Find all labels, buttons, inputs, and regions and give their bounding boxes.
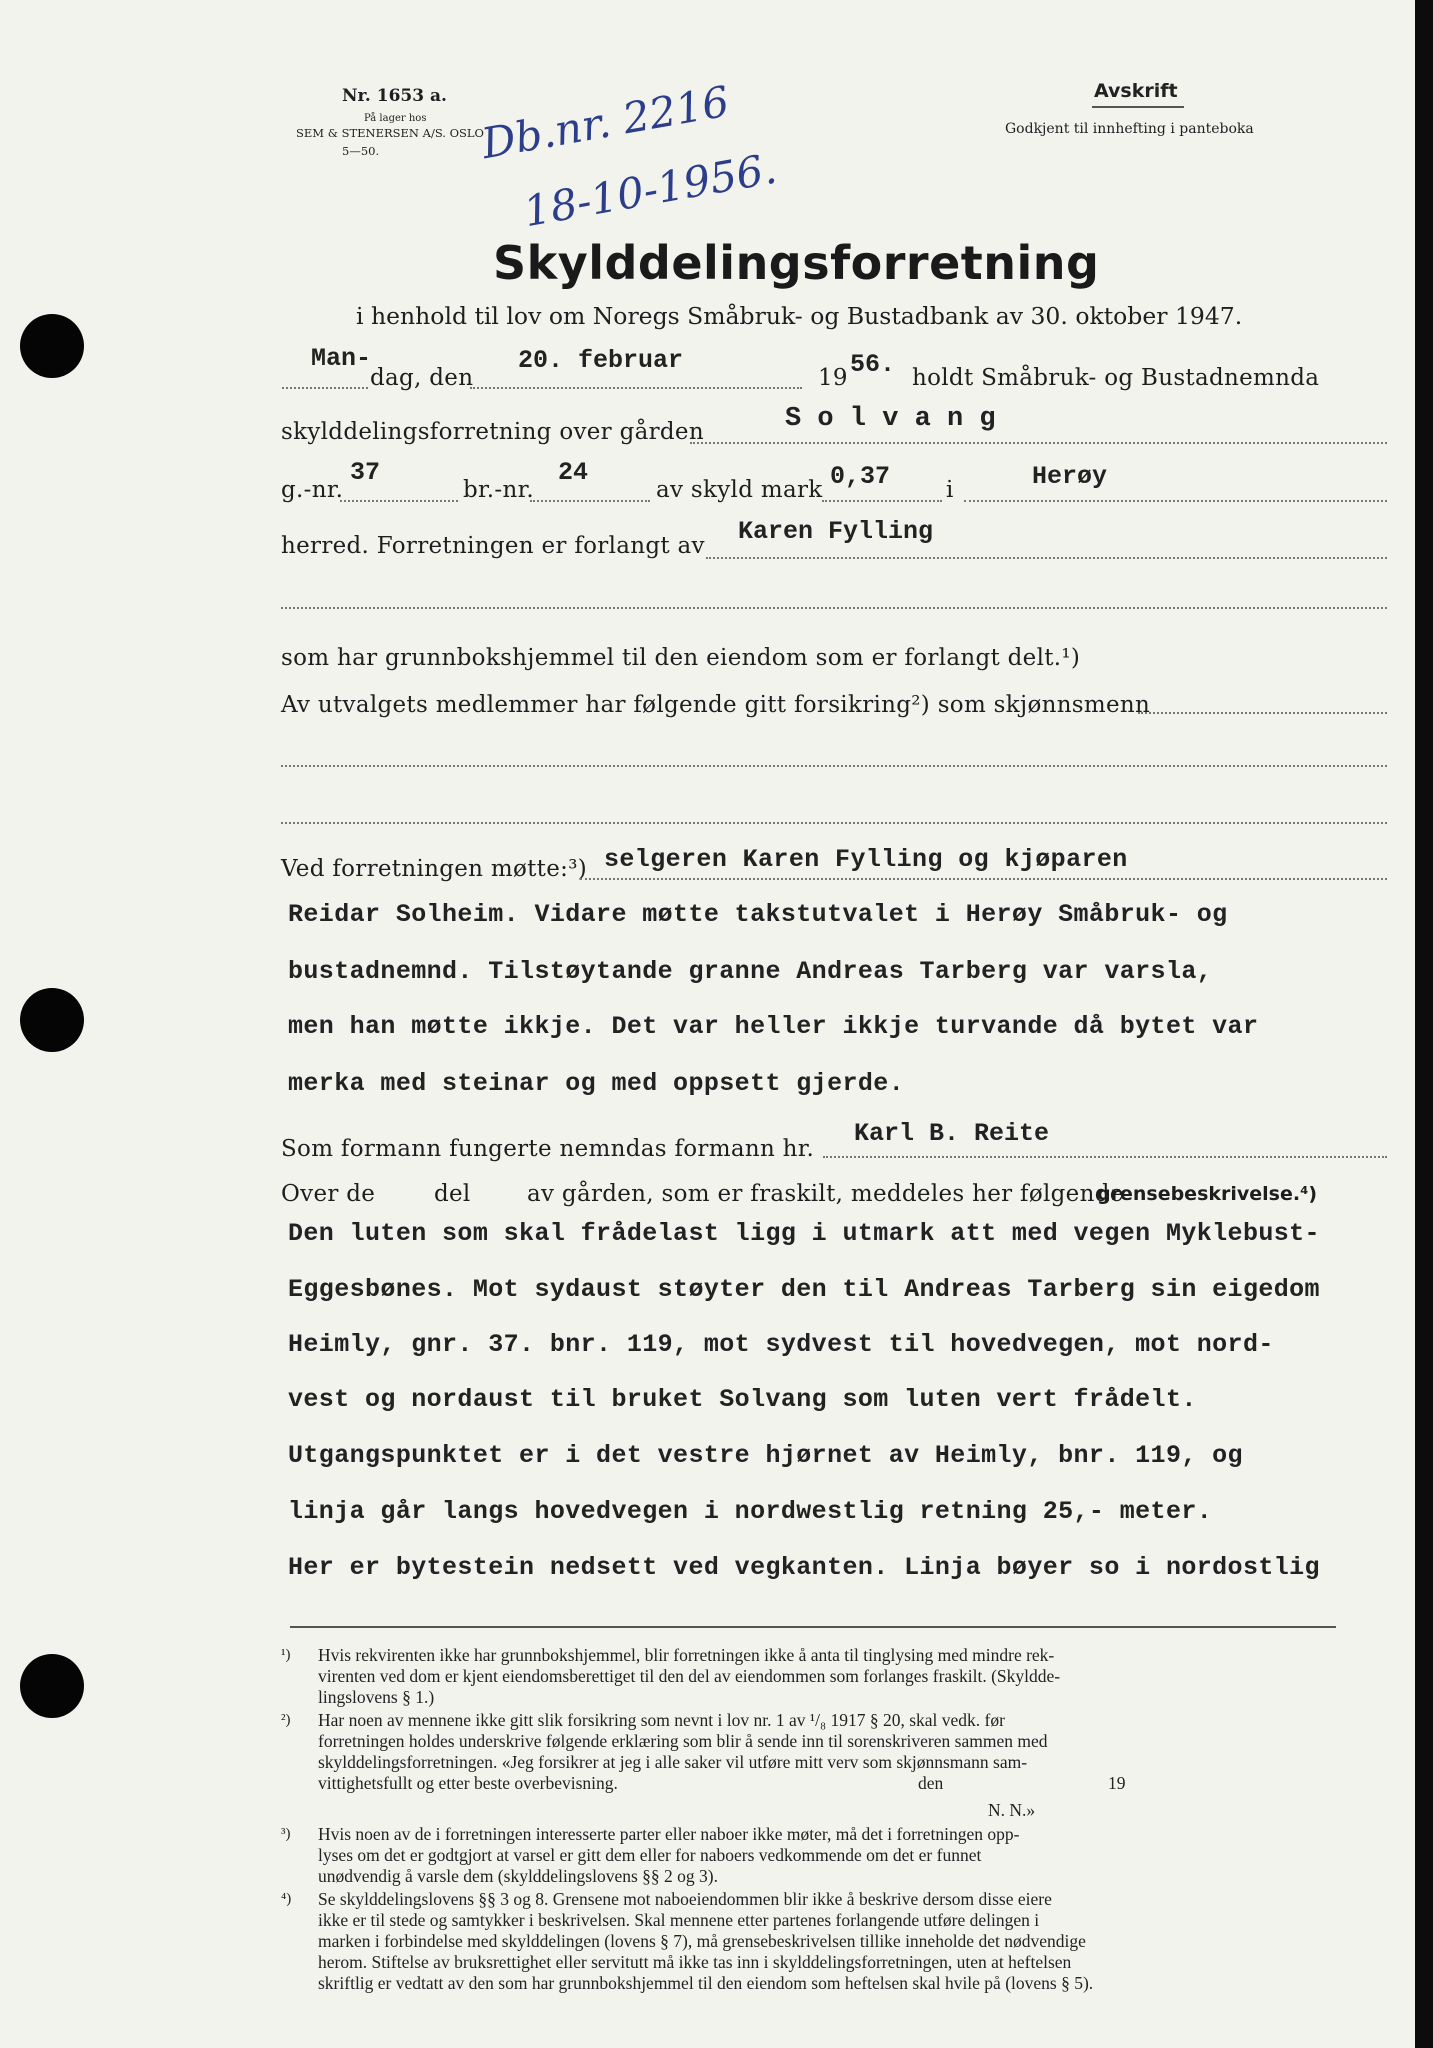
footnote-3-mark: ³) bbox=[281, 1826, 291, 1842]
footnote-1-line-1: Hvis rekvirenten ikke har grunnbokshjemmel, blir forretningen ikke å anta til tinglysing med mindre rek- bbox=[318, 1645, 1055, 1665]
document-title: Skylddelingsforretning bbox=[493, 236, 1100, 290]
motte-line-3: bustadnemnd. Tilstøytande granne Andreas Tarberg var varsla, bbox=[288, 957, 1213, 986]
footnote-4-line-3: marken i forbindelse med skylddelingen (lovens § 7), må grensebeskrivelsen tillike inneholde det nødvendige bbox=[318, 1931, 1086, 1951]
i-label: i bbox=[946, 477, 954, 503]
formann-label: Som formann fungerte nemndas formann hr. bbox=[281, 1136, 815, 1162]
grense-line-2: Eggesbønes. Mot sydaust støyter den til Andreas Tarberg sin eigedom bbox=[288, 1275, 1320, 1304]
footnote-2-year: 19 bbox=[1108, 1773, 1126, 1793]
farm-name-fill: S o l v a n g bbox=[785, 404, 996, 434]
herred-label: herred. Forretningen er forlangt av bbox=[281, 533, 705, 559]
footnote-1-mark: ¹) bbox=[281, 1647, 291, 1663]
bnr-fill: 24 bbox=[558, 458, 589, 487]
gnr-label: g.-nr. bbox=[281, 477, 344, 503]
footnote-3-line-3: unødvendig å varsle dem (skylddelingslovens §§ 2 og 3). bbox=[318, 1866, 719, 1886]
municipality-fill: Herøy bbox=[1032, 462, 1108, 491]
dag-label: dag, den bbox=[370, 365, 474, 391]
footnote-3-line-2: lyses om det er godtgjort at varsel er gitt dem eller for naboers vedkommende om det er funnet bbox=[318, 1845, 982, 1865]
motte-line-2: Reidar Solheim. Vidare møtte takstutvalet i Herøy Småbruk- og bbox=[288, 900, 1228, 929]
handwritten-doc-number: Db.nr. 2216 bbox=[478, 76, 733, 169]
footnote-4-line-1: Se skylddelingslovens §§ 3 og 8. Grensene mot naboeiendommen blir ikke å beskrive dersom disse eiere bbox=[318, 1889, 1052, 1909]
formann-line bbox=[823, 1156, 1387, 1158]
footnote-3-line-1: Hvis noen av de i forretningen interesserte parter eller naboer ikke møter, må det i forretningen opp- bbox=[318, 1824, 1020, 1844]
binder-hole-bottom bbox=[20, 1654, 84, 1718]
footnote-4-line-2: ikke er til stede og samtykker i beskrivelsen. Skal mennene etter partenes forlangende utføre delingen i bbox=[318, 1910, 1040, 1930]
copy-label: Avskrift bbox=[1094, 80, 1178, 102]
footnote-2-line-3: skylddelingsforretningen. «Jeg forsikrer at jeg i alle saker vil utføre mitt verv som skjønnsmann sam- bbox=[318, 1752, 1028, 1772]
bnr-line bbox=[530, 500, 650, 502]
requester-line bbox=[706, 557, 1387, 559]
publisher: SEM & STENERSEN A/S. OSLO bbox=[296, 126, 484, 140]
motte-line-1: selgeren Karen Fylling og kjøparen bbox=[604, 845, 1128, 874]
binder-hole-top bbox=[20, 314, 84, 378]
scan-edge bbox=[1415, 0, 1433, 2048]
skyld-line bbox=[822, 500, 942, 502]
formann-fill: Karl B. Reite bbox=[854, 1119, 1050, 1148]
motte-label: Ved forretningen møtte:³) bbox=[281, 856, 587, 882]
motte-dots bbox=[580, 878, 1387, 880]
over-de-label: Over de bbox=[281, 1181, 376, 1207]
motte-line-4: men han møtte ikkje. Det var heller ikkje turvande då bytet var bbox=[288, 1012, 1259, 1041]
grense-line-5: Utgangspunktet er i det vestre hjørnet av Heimly, bnr. 119, og bbox=[288, 1441, 1243, 1470]
footnote-4-line-4: herom. Stiftelse av bruksrettighet eller servitutt må ikke tas inn i skylddelingsforretningen, uten at heftelsen bbox=[318, 1952, 1072, 1972]
footnote-divider bbox=[290, 1626, 1336, 1628]
grense-line-3: Heimly, gnr. 37. bnr. 119, mot sydvest til hovedvegen, mot nord- bbox=[288, 1330, 1274, 1359]
grense-line-6: linja går langs hovedvegen i nordwestlig retning 25,- meter. bbox=[288, 1497, 1213, 1526]
date-line bbox=[470, 387, 802, 389]
blank-line-2 bbox=[281, 765, 1387, 767]
date-fill: 20. februar bbox=[518, 346, 684, 375]
del-label: del bbox=[434, 1181, 471, 1207]
footnote-2-line-2: forretningen holdes underskrive følgende erklæring som blir å sende inn til sorenskriveren sammen med bbox=[318, 1731, 1048, 1751]
gnr-fill: 37 bbox=[350, 458, 381, 487]
binder-hole-middle bbox=[20, 988, 84, 1052]
copy-note: Godkjent til innhefting i panteboka bbox=[1005, 121, 1254, 137]
footnote-1-line-2: virenten ved dom er kjent eiendomsberettiget til den del av eiendommen som forlanges fraskilt. (Skyldde- bbox=[318, 1666, 1061, 1686]
skjonnsmenn-line bbox=[1138, 712, 1387, 714]
blank-line-3 bbox=[281, 822, 1387, 824]
skyld-label: av skyld mark bbox=[656, 477, 823, 503]
grense-line-7: Her er bytestein nedsett ved vegkanten. Linja bøyer so i nordostlig bbox=[288, 1553, 1320, 1582]
grense-line-4: vest og nordaust til bruket Solvang som luten vert frådelt. bbox=[288, 1385, 1197, 1414]
document-subtitle: i henhold til lov om Noregs Småbruk- og Bustadbank av 30. oktober 1947. bbox=[356, 302, 1243, 330]
footnote-2-line-1: Har noen av mennene ikke gitt slik forsikring som nevnt i lov nr. 1 av ¹/₈ 1917 § 20, skal vedk. før bbox=[318, 1710, 1005, 1730]
footnote-2-den: den bbox=[918, 1773, 944, 1793]
held-by-text: holdt Småbruk- og Bustadnemnda bbox=[912, 365, 1320, 391]
blank-line-1 bbox=[281, 607, 1387, 609]
hjemmel-text: som har grunnbokshjemmel til den eiendom som er forlangt delt.¹) bbox=[281, 645, 1081, 671]
gnr-line bbox=[340, 500, 458, 502]
grense-intro: av gården, som er fraskilt, meddeles her følgende bbox=[527, 1181, 1124, 1207]
year-prefix: 19 bbox=[818, 365, 848, 391]
footnote-2-mark: ²) bbox=[281, 1712, 291, 1728]
form-number: Nr. 1653 a. bbox=[342, 86, 447, 106]
bnr-label: br.-nr. bbox=[463, 477, 534, 503]
skyld-fill: 0,37 bbox=[830, 462, 891, 491]
footnote-1-line-3: lingslovens § 1.) bbox=[318, 1687, 435, 1707]
weekday-line bbox=[282, 387, 368, 389]
forsikring-text: Av utvalgets medlemmer har følgende gitt forsikring²) som skjønnsmenn bbox=[281, 692, 1151, 718]
year-fill: 56. bbox=[850, 350, 896, 379]
copy-label-underline bbox=[1092, 106, 1184, 108]
storage-note: På lager hos bbox=[364, 113, 427, 124]
grense-line-1: Den luten som skal frådelast ligg i utmark att med vegen Myklebust- bbox=[288, 1219, 1320, 1248]
footnote-4-line-5: skriftlig er vedtatt av den som har grunnbokshjemmel til den eiendom som heftelsen skal hvile på (lovens § 5). bbox=[318, 1973, 1094, 1993]
municipality-line bbox=[964, 500, 1387, 502]
print-code: 5—50. bbox=[342, 144, 380, 158]
motte-line-5: merka med steinar og med oppsett gjerde. bbox=[288, 1069, 905, 1098]
requester-fill: Karen Fylling bbox=[738, 517, 934, 546]
farm-line bbox=[690, 442, 1387, 444]
weekday-fill: Man- bbox=[311, 344, 372, 373]
grense-heading: grensebeskrivelse.⁴) bbox=[1097, 1183, 1318, 1205]
footnote-2-line-4: vittighetsfullt og etter beste overbevisning. bbox=[318, 1773, 618, 1793]
footnote-2-signature: N. N.» bbox=[988, 1800, 1036, 1820]
over-farm-label: skylddelingsforretning over gården bbox=[281, 419, 704, 445]
handwritten-date: 18-10-1956. bbox=[520, 143, 781, 237]
footnote-4-mark: ⁴) bbox=[281, 1891, 292, 1907]
